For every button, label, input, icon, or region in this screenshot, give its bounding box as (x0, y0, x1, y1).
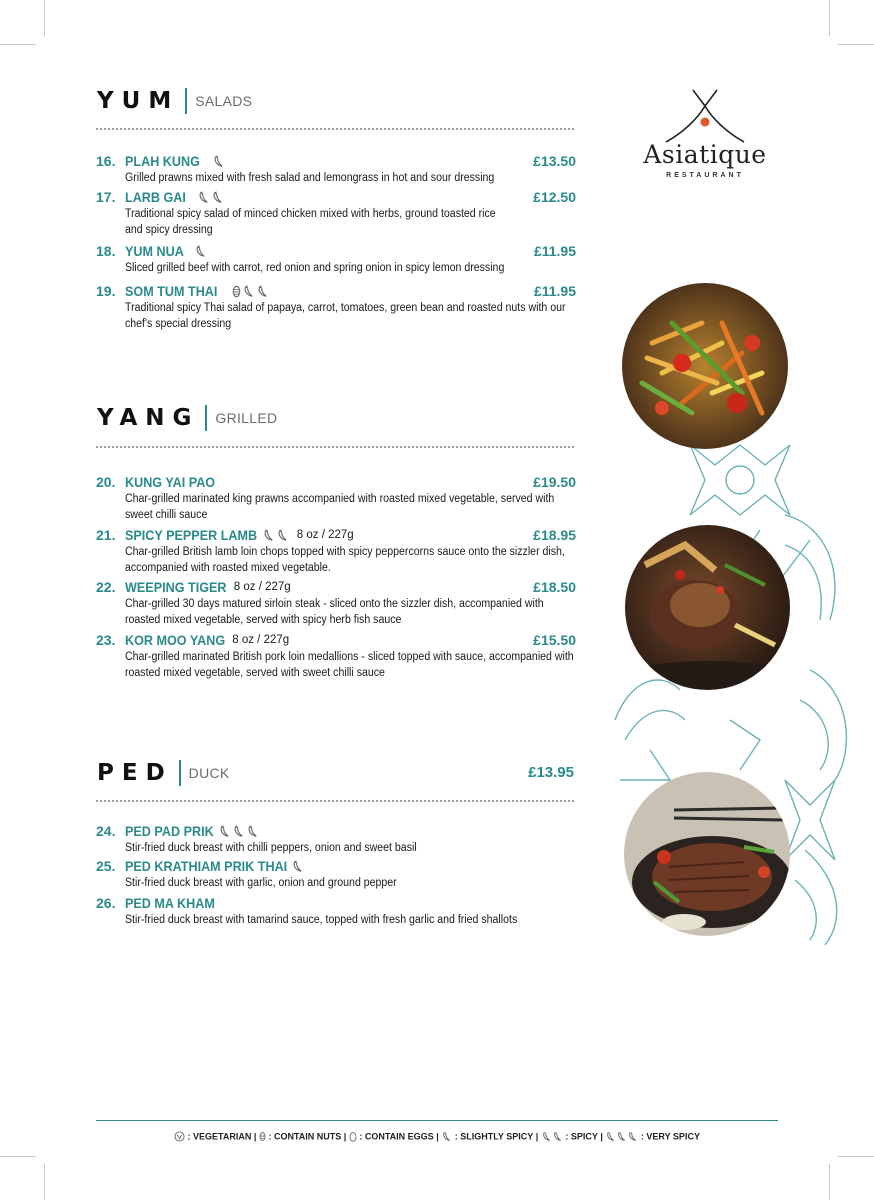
spice-level (194, 245, 207, 258)
legend-separator: | (600, 1131, 606, 1142)
item-name: SPICY PEPPER LAMB (125, 527, 258, 543)
item-number: 17. (96, 189, 116, 205)
menu-item (96, 578, 576, 628)
nut-icon (259, 1131, 266, 1142)
item-price: £12.50 (533, 189, 576, 205)
crop-mark (44, 1164, 45, 1200)
description-line: Char-grilled British lamb loin chops topped with spicy peppercorns sauce onto the sizzler dish, (125, 546, 565, 558)
section-header-yang (97, 400, 277, 436)
chili-icon (212, 155, 225, 168)
chili-icon (218, 825, 231, 838)
item-description (125, 840, 576, 856)
nut-icon (232, 285, 241, 298)
section-divider (205, 405, 207, 431)
item-weight: 8 oz / 227g (296, 529, 354, 541)
legend-very-spicy: : VERY SPICY (640, 1131, 700, 1142)
menu-item (96, 857, 576, 891)
menu-item (96, 152, 576, 186)
dietary-icons (232, 285, 269, 298)
item-name: PED KRATHIAM PRIK THAI (125, 858, 288, 874)
item-number: 20. (96, 474, 116, 490)
legend-vegetarian: : VEGETARIAN (187, 1131, 252, 1142)
item-number: 26. (96, 895, 116, 911)
som-tum-photo (622, 283, 788, 449)
section-header-ped (97, 755, 230, 791)
item-description (125, 596, 576, 628)
item-number: 21. (96, 527, 116, 543)
menu-item (96, 242, 576, 276)
legend-eggs: : CONTAIN EGGS (359, 1131, 434, 1142)
crop-mark (829, 1164, 830, 1200)
description-line: roasted mixed vegetable, served with spicy herb fish sauce (125, 614, 402, 626)
chili-icon (627, 1131, 638, 1142)
item-description (125, 170, 576, 186)
item-price: £11.95 (533, 283, 576, 299)
dietary-legend (96, 1120, 778, 1142)
chili-icon (552, 1131, 563, 1142)
crop-mark (829, 0, 830, 36)
item-name: PED PAD PRIK (125, 823, 214, 839)
item-name: LARB GAI (125, 189, 186, 205)
section-title: PED (97, 760, 173, 786)
crop-mark (0, 44, 36, 45)
legend-separator: | (436, 1131, 442, 1142)
item-price: £11.95 (533, 243, 576, 259)
crop-mark (838, 1156, 874, 1157)
menu-item (96, 631, 576, 681)
logo-emblem (660, 88, 750, 148)
description-line: Grilled prawns mixed with fresh salad and lemongrass in hot and sour dressing (125, 172, 495, 184)
item-description (125, 912, 576, 928)
item-price: £15.50 (533, 632, 576, 648)
item-name: PED MA KHAM (125, 895, 215, 911)
item-name: KOR MOO YANG (125, 632, 226, 648)
description-line: Char-grilled marinated king prawns accompanied with roasted mixed vegetable, served with (125, 493, 555, 505)
legend-slightly-spicy: : SLIGHTLY SPICY (454, 1131, 534, 1142)
item-name: WEEPING TIGER (125, 579, 227, 595)
section-subtitle: GRILLED (215, 410, 278, 426)
spice-level (197, 191, 224, 204)
legend-nuts: : CONTAIN NUTS (268, 1131, 342, 1142)
chili-icon (256, 285, 269, 298)
legend-separator: | (253, 1131, 259, 1142)
chili-icon (262, 529, 275, 542)
description-line: Stir-fried duck breast with chilli peppers, onion and sweet basil (125, 842, 417, 854)
legend-row (96, 1131, 778, 1142)
description-line: Char-grilled marinated British pork loin medallions - sliced topped with sauce, accompanied with (125, 651, 574, 663)
section-divider (185, 88, 187, 114)
item-name: YUM NUA (125, 243, 184, 259)
chili-icon (194, 245, 207, 258)
description-line: chef's special dressing (125, 318, 232, 330)
description-line: and spicy dressing (125, 224, 213, 236)
item-price: £18.95 (533, 527, 576, 543)
legend-separator: | (343, 1131, 349, 1142)
spice-level (291, 860, 304, 873)
section-subtitle: SALADS (195, 93, 253, 109)
item-description (125, 875, 576, 891)
item-description (125, 300, 576, 332)
item-description (125, 260, 576, 276)
dotted-separator (96, 800, 574, 802)
chili-icon (276, 529, 289, 542)
item-number: 25. (96, 858, 116, 874)
dotted-separator (96, 128, 574, 130)
crop-mark (44, 0, 45, 36)
chili-icon (605, 1131, 616, 1142)
item-description (125, 491, 576, 523)
item-number: 23. (96, 632, 116, 648)
section-title: YANG (97, 405, 200, 431)
description-line: sweet chilli sauce (125, 509, 208, 521)
item-name: KUNG YAI PAO (125, 474, 216, 490)
menu-item (96, 473, 576, 523)
chili-icon (232, 825, 245, 838)
description-line: accompanied with roasted mixed vegetable. (125, 562, 331, 574)
menu-item (96, 894, 576, 928)
description-line: Traditional spicy Thai salad of papaya, carrot, tomatoes, green bean and roasted nuts with our (125, 302, 566, 314)
chili-icon (211, 191, 224, 204)
egg-icon (349, 1131, 357, 1142)
item-number: 22. (96, 579, 116, 595)
item-weight: 8 oz / 227g (233, 581, 291, 593)
item-number: 16. (96, 153, 116, 169)
description-line: roasted mixed vegetable, served with sweet chilli sauce (125, 667, 385, 679)
crop-mark (0, 1156, 36, 1157)
item-price: £19.50 (533, 474, 576, 490)
item-number: 24. (96, 823, 116, 839)
chili-icon (541, 1131, 552, 1142)
chili-icon (246, 825, 259, 838)
chili-icon (616, 1131, 627, 1142)
logo-tagline: RESTAURANT (666, 172, 744, 179)
description-line: Traditional spicy salad of minced chicken mixed with herbs, ground toasted rice (125, 208, 496, 220)
item-description (125, 544, 576, 576)
duck-photo (624, 772, 790, 936)
section-subtitle: DUCK (188, 765, 230, 781)
vegetarian-icon (174, 1131, 185, 1142)
description-line: Stir-fried duck breast with garlic, onion and ground pepper (125, 877, 397, 889)
section-header-yum (97, 83, 252, 119)
item-price: £13.50 (533, 153, 576, 169)
item-description (125, 649, 576, 681)
description-line: Stir-fried duck breast with tamarind sauce, topped with fresh garlic and fried shallots (125, 914, 518, 926)
chili-icon (441, 1131, 452, 1142)
description-line: Char-grilled 30 days matured sirloin steak - sliced onto the sizzler dish, accompanied with (125, 598, 544, 610)
section-title: YUM (97, 88, 180, 114)
spice-level (212, 155, 225, 168)
description-line: Sliced grilled beef with carrot, red onion and spring onion in spicy lemon dressing (125, 262, 505, 274)
spice-level (218, 825, 259, 838)
legend-separator: | (535, 1131, 541, 1142)
item-description (125, 206, 576, 238)
logo-wordmark: Asiatique (643, 140, 767, 169)
menu-item (96, 822, 576, 856)
crop-mark (838, 44, 874, 45)
item-price: £18.50 (533, 579, 576, 595)
section-divider (179, 760, 181, 786)
chili-icon (291, 860, 304, 873)
item-name: PLAH KUNG (125, 153, 200, 169)
item-number: 19. (96, 283, 116, 299)
chili-icon (242, 285, 255, 298)
item-weight: 8 oz / 227g (232, 634, 290, 646)
item-number: 18. (96, 243, 116, 259)
section-price: £13.95 (528, 764, 574, 781)
restaurant-logo (630, 88, 780, 188)
menu-item (96, 282, 576, 332)
spice-level (262, 529, 289, 542)
menu-item (96, 188, 576, 238)
menu-item (96, 526, 576, 576)
legend-spicy: : SPICY (565, 1131, 598, 1142)
dotted-separator (96, 446, 574, 448)
lamb-photo (625, 525, 790, 690)
chili-icon (197, 191, 210, 204)
item-name: SOM TUM THAI (125, 283, 218, 299)
